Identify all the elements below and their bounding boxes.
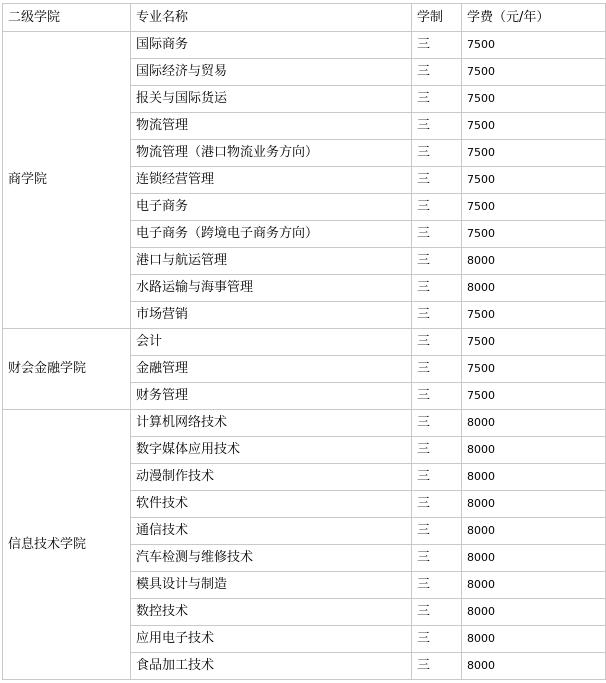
fee-cell: 8000	[462, 599, 606, 626]
fee-cell: 7500	[462, 194, 606, 221]
fee-cell: 8000	[462, 626, 606, 653]
duration-cell: 三	[412, 518, 462, 545]
table-header-row	[3, 4, 606, 32]
major-cell: 应用电子技术	[131, 626, 412, 653]
college-cell: 信息技术学院	[3, 410, 131, 680]
fee-cell: 7500	[462, 329, 606, 356]
duration-cell: 三	[412, 626, 462, 653]
fee-cell: 7500	[462, 221, 606, 248]
duration-cell: 三	[412, 383, 462, 410]
duration-cell: 三	[412, 356, 462, 383]
fee-cell: 7500	[462, 356, 606, 383]
tuition-table	[2, 3, 606, 680]
fee-cell: 8000	[462, 653, 606, 680]
fee-cell: 8000	[462, 572, 606, 599]
fee-cell: 7500	[462, 167, 606, 194]
duration-cell: 三	[412, 113, 462, 140]
duration-cell: 三	[412, 32, 462, 59]
major-cell: 数字媒体应用技术	[131, 437, 412, 464]
duration-cell: 三	[412, 437, 462, 464]
table-row	[3, 329, 606, 356]
duration-cell: 三	[412, 167, 462, 194]
duration-cell: 三	[412, 329, 462, 356]
fee-cell: 7500	[462, 113, 606, 140]
college-cell: 财会金融学院	[3, 329, 131, 410]
major-cell: 模具设计与制造	[131, 572, 412, 599]
fee-cell: 7500	[462, 383, 606, 410]
duration-cell: 三	[412, 59, 462, 86]
major-cell: 金融管理	[131, 356, 412, 383]
major-cell: 财务管理	[131, 383, 412, 410]
major-cell: 物流管理	[131, 113, 412, 140]
major-cell: 电子商务（跨境电子商务方向）	[131, 221, 412, 248]
college-cell: 商学院	[3, 32, 131, 329]
duration-cell: 三	[412, 140, 462, 167]
duration-cell: 三	[412, 545, 462, 572]
duration-cell: 三	[412, 248, 462, 275]
fee-cell: 7500	[462, 59, 606, 86]
major-cell: 食品加工技术	[131, 653, 412, 680]
duration-cell: 三	[412, 653, 462, 680]
table-row	[3, 410, 606, 437]
header-major: 专业名称	[131, 4, 412, 32]
duration-cell: 三	[412, 275, 462, 302]
fee-cell: 8000	[462, 464, 606, 491]
major-cell: 国际经济与贸易	[131, 59, 412, 86]
major-cell: 电子商务	[131, 194, 412, 221]
duration-cell: 三	[412, 491, 462, 518]
duration-cell: 三	[412, 221, 462, 248]
duration-cell: 三	[412, 410, 462, 437]
fee-cell: 7500	[462, 140, 606, 167]
fee-cell: 8000	[462, 491, 606, 518]
header-college: 二级学院	[3, 4, 131, 32]
major-cell: 软件技术	[131, 491, 412, 518]
major-cell: 物流管理（港口物流业务方向）	[131, 140, 412, 167]
major-cell: 通信技术	[131, 518, 412, 545]
major-cell: 计算机网络技术	[131, 410, 412, 437]
duration-cell: 三	[412, 194, 462, 221]
fee-cell: 8000	[462, 437, 606, 464]
major-cell: 水路运输与海事管理	[131, 275, 412, 302]
major-cell: 会计	[131, 329, 412, 356]
fee-cell: 8000	[462, 248, 606, 275]
fee-cell: 7500	[462, 32, 606, 59]
fee-cell: 8000	[462, 545, 606, 572]
duration-cell: 三	[412, 599, 462, 626]
duration-cell: 三	[412, 302, 462, 329]
header-fee: 学费（元/年）	[462, 4, 606, 32]
table-body	[3, 32, 606, 680]
major-cell: 数控技术	[131, 599, 412, 626]
duration-cell: 三	[412, 572, 462, 599]
major-cell: 汽车检测与维修技术	[131, 545, 412, 572]
duration-cell: 三	[412, 464, 462, 491]
fee-cell: 7500	[462, 302, 606, 329]
fee-cell: 8000	[462, 275, 606, 302]
major-cell: 港口与航运管理	[131, 248, 412, 275]
major-cell: 连锁经营管理	[131, 167, 412, 194]
fee-cell: 7500	[462, 86, 606, 113]
fee-cell: 8000	[462, 410, 606, 437]
major-cell: 动漫制作技术	[131, 464, 412, 491]
header-duration: 学制	[412, 4, 462, 32]
fee-cell: 8000	[462, 518, 606, 545]
table-row	[3, 32, 606, 59]
major-cell: 市场营销	[131, 302, 412, 329]
duration-cell: 三	[412, 86, 462, 113]
major-cell: 报关与国际货运	[131, 86, 412, 113]
major-cell: 国际商务	[131, 32, 412, 59]
